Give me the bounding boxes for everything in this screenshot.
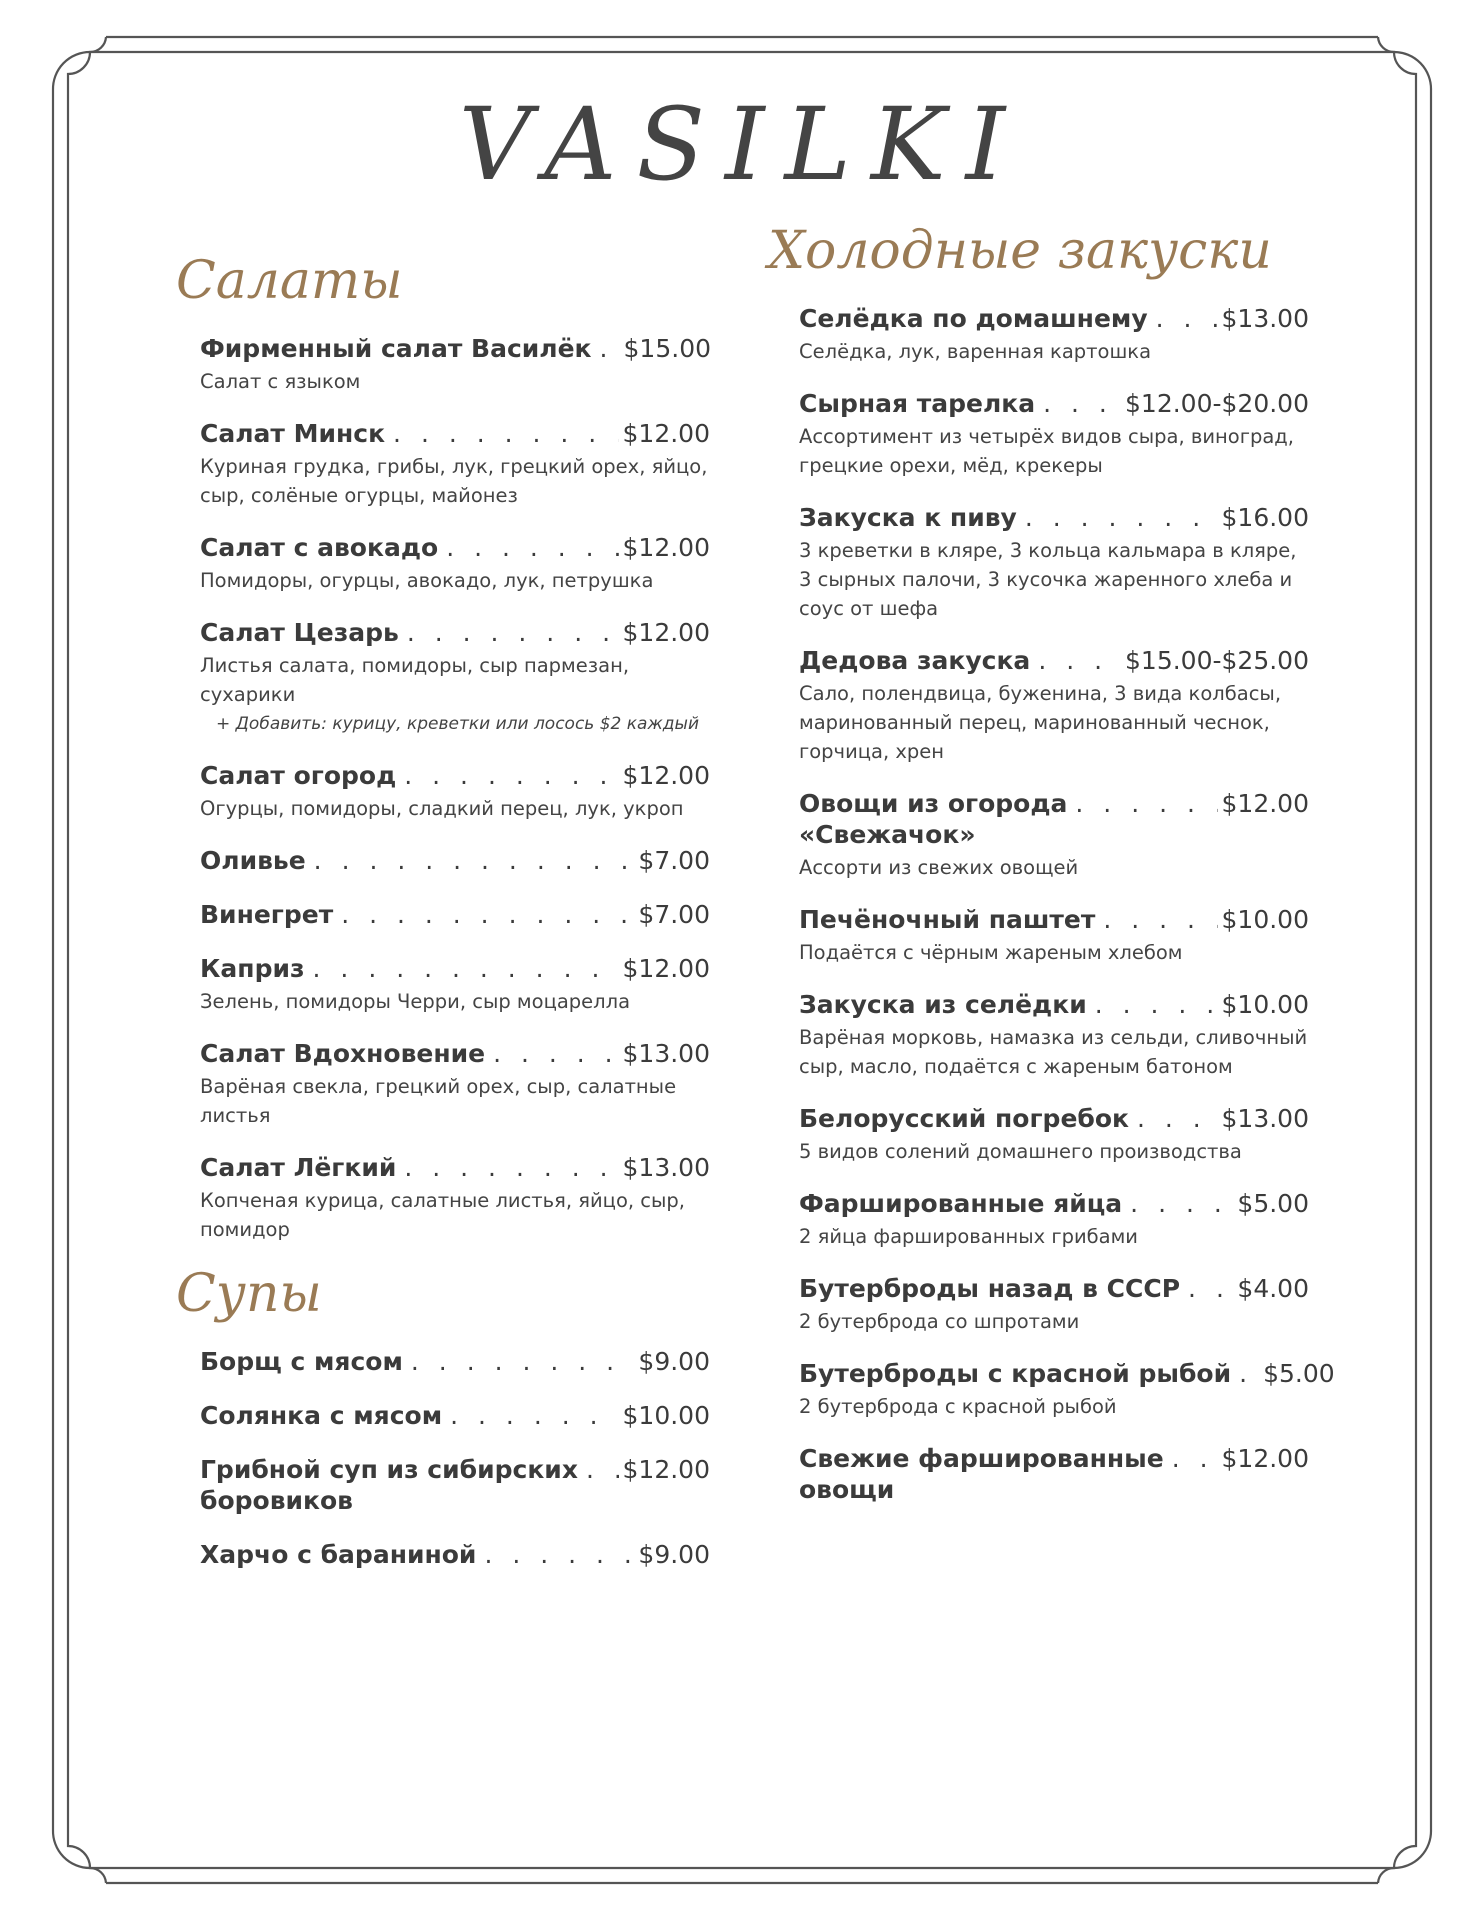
dot-leader <box>1239 1357 1259 1390</box>
item-description: Селёдка, лук, варенная картошка <box>799 339 1152 363</box>
dot-leader <box>493 1037 618 1070</box>
item-description: 3 креветки в кляре, 3 кольца кальмара в кляре, 3 сырных палочи, 3 кусочка жаренного хлеба и соус от шефа <box>799 538 1297 620</box>
item-price: $12.00 <box>622 617 710 647</box>
menu-item <box>200 417 710 510</box>
item-price: $10.00 <box>1221 989 1309 1019</box>
menu-item <box>799 1187 1309 1251</box>
item-description: 2 бутерброда с красной рыбой <box>799 1394 1117 1418</box>
item-name: Печёночный паштет <box>799 904 1096 934</box>
menu-item <box>200 759 710 823</box>
item-price: $10.00 <box>1221 904 1309 934</box>
item-description: 5 видов солений домашнего производства <box>799 1139 1242 1163</box>
item-name: Селёдка по домашнему <box>799 303 1148 333</box>
menu-item <box>200 332 710 396</box>
item-name: Бутерброды с красной рыбой <box>799 1358 1232 1388</box>
menu-item <box>200 1037 710 1130</box>
menu-item <box>799 644 1309 766</box>
item-price: $12.00-$20.00 <box>1125 388 1309 418</box>
item-price: $9.00 <box>638 1539 710 1569</box>
dot-leader <box>404 1151 618 1184</box>
item-description: 2 яйца фаршированных грибами <box>799 1224 1138 1248</box>
dot-leader <box>1137 1102 1218 1135</box>
item-name-continued: боровиков <box>200 1485 354 1515</box>
dot-leader <box>446 531 618 564</box>
item-name: Салат Минск <box>200 418 386 448</box>
item-price: $9.00 <box>638 1346 710 1376</box>
item-price: $4.00 <box>1237 1273 1309 1303</box>
item-price: $12.00 <box>622 760 710 790</box>
item-name: Закуска из селёдки <box>799 989 1087 1019</box>
dot-leader <box>411 1345 635 1378</box>
menu-item <box>799 501 1309 623</box>
item-description: Помидоры, огурцы, авокадо, лук, петрушка <box>200 568 654 592</box>
item-price: $5.00 <box>1263 1358 1335 1388</box>
menu-item <box>200 1151 710 1244</box>
item-price: $13.00 <box>1221 1103 1309 1133</box>
right-column <box>768 221 1335 1527</box>
item-name: Салат Цезарь <box>200 617 399 647</box>
item-description: Варёная свекла, грецкий орех, сыр, салатные листья <box>200 1074 677 1127</box>
dot-leader <box>450 1399 618 1432</box>
item-addon-note: + Добавить: курицу, креветки или лосось $2 каждый <box>216 713 699 734</box>
item-price: $13.00 <box>622 1152 710 1182</box>
dot-leader <box>586 1453 619 1486</box>
menu-item <box>799 1272 1309 1336</box>
dot-leader <box>1188 1272 1233 1305</box>
item-name: Овощи из огорода <box>799 788 1068 818</box>
item-name: Салат с авокадо <box>200 532 439 562</box>
item-name: Дедова закуска <box>799 645 1031 675</box>
restaurant-logo: VASILKI <box>458 86 1026 203</box>
dot-leader <box>313 952 619 985</box>
item-name: Салат огород <box>200 760 397 790</box>
section-title-cold-appetizers: Холодные закуски <box>768 221 1272 281</box>
item-price: $13.00 <box>622 1038 710 1068</box>
dot-leader <box>600 332 620 365</box>
section-title-salads: Салаты <box>176 251 403 311</box>
menu-item <box>799 988 1309 1081</box>
menu-item <box>200 1453 710 1517</box>
dot-leader <box>314 844 635 877</box>
item-name: Харчо с бараниной <box>200 1539 477 1569</box>
item-description: Куриная грудка, грибы, лук, грецкий орех, яйцо, сыр, солёные огурцы, майонез <box>200 454 708 507</box>
menu-item <box>799 302 1309 366</box>
item-description: Сало, полендвица, буженина, 3 вида колбасы, маринованный перец, маринованный чеснок, горчица, хрен <box>799 681 1282 763</box>
dot-leader <box>1103 903 1217 936</box>
dot-leader <box>484 1538 634 1571</box>
menu-item <box>799 1442 1309 1506</box>
item-price: $13.00 <box>1221 303 1309 333</box>
menu-item <box>200 898 710 931</box>
dot-leader <box>1095 988 1218 1021</box>
item-price: $12.00 <box>622 532 710 562</box>
item-price: $12.00 <box>1221 1443 1309 1473</box>
item-name-continued: овощи <box>799 1474 895 1504</box>
dot-leader <box>1075 787 1217 820</box>
item-price: $7.00 <box>638 899 710 929</box>
dot-leader <box>407 616 619 649</box>
item-name: Свежие фаршированные <box>799 1443 1164 1473</box>
menu-item <box>200 531 710 595</box>
menu-item <box>200 844 710 877</box>
dot-leader <box>1043 387 1121 420</box>
item-name: Каприз <box>200 953 305 983</box>
menu-item <box>200 1538 710 1571</box>
item-name: Салат Вдохновение <box>200 1038 486 1068</box>
dot-leader <box>404 759 618 792</box>
dot-leader <box>1130 1187 1233 1220</box>
item-name: Винегрет <box>200 899 334 929</box>
item-name: Борщ с мясом <box>200 1346 403 1376</box>
item-name: Солянка с мясом <box>200 1400 443 1430</box>
item-price: $12.00 <box>1221 788 1309 818</box>
item-description: Ассорти из свежих овощей <box>799 855 1079 879</box>
item-description: 2 бутерброда со шпротами <box>799 1309 1080 1333</box>
menu-item <box>799 787 1309 882</box>
item-description: Салат с языком <box>200 369 361 393</box>
dot-leader <box>1025 501 1218 534</box>
item-description: Варёная морковь, намазка из сельди, сливочный сыр, масло, подаётся с жареным батоном <box>799 1025 1308 1078</box>
item-name: Закуска к пиву <box>799 502 1017 532</box>
item-name: Оливье <box>200 845 306 875</box>
item-name: Белорусский погребок <box>799 1103 1129 1133</box>
item-price: $16.00 <box>1221 502 1309 532</box>
dot-leader <box>1172 1442 1218 1475</box>
menu-item <box>799 903 1309 967</box>
item-description: Огурцы, помидоры, сладкий перец, лук, укроп <box>200 796 684 820</box>
menu-item <box>200 1399 710 1432</box>
item-price: $15.00-$25.00 <box>1125 645 1309 675</box>
item-description: Ассортимент из четырёх видов сыра, виноград, грецкие орехи, мёд, крекеры <box>799 424 1294 477</box>
item-price: $12.00 <box>622 1454 710 1484</box>
item-name: Сырная тарелка <box>799 388 1036 418</box>
menu-item <box>799 1357 1335 1421</box>
item-price: $7.00 <box>638 845 710 875</box>
item-price: $12.00 <box>622 418 710 448</box>
item-description: Копченая курица, салатные листья, яйцо, сыр, помидор <box>200 1188 685 1241</box>
item-price: $5.00 <box>1237 1188 1309 1218</box>
item-name-continued: «Свежачок» <box>799 819 976 849</box>
dot-leader <box>1156 302 1218 335</box>
item-name: Салат Лёгкий <box>200 1152 397 1182</box>
menu-item <box>799 1102 1309 1166</box>
section-title-soups: Супы <box>176 1263 322 1324</box>
item-name: Фаршированные яйца <box>799 1188 1123 1218</box>
left-column <box>178 252 710 1592</box>
menu-item <box>200 952 710 1016</box>
item-price: $10.00 <box>622 1400 710 1430</box>
item-name: Грибной суп из сибирских <box>200 1454 578 1484</box>
menu-item <box>200 616 710 738</box>
item-price: $15.00 <box>623 333 712 363</box>
dot-leader <box>341 898 634 931</box>
item-name: Фирменный салат Василёк <box>200 333 592 363</box>
item-price: $12.00 <box>622 953 710 983</box>
item-name: Бутерброды назад в СССР <box>799 1273 1181 1303</box>
menu-item <box>799 387 1309 480</box>
item-description: Подаётся с чёрным жареным хлебом <box>799 940 1183 964</box>
item-description: Зелень, помидоры Черри, сыр моцарелла <box>200 989 631 1013</box>
menu-item <box>200 1345 710 1378</box>
item-description: Листья салата, помидоры, сыр пармезан, сухарики <box>200 653 630 706</box>
dot-leader <box>1038 644 1121 677</box>
dot-leader <box>393 417 618 450</box>
